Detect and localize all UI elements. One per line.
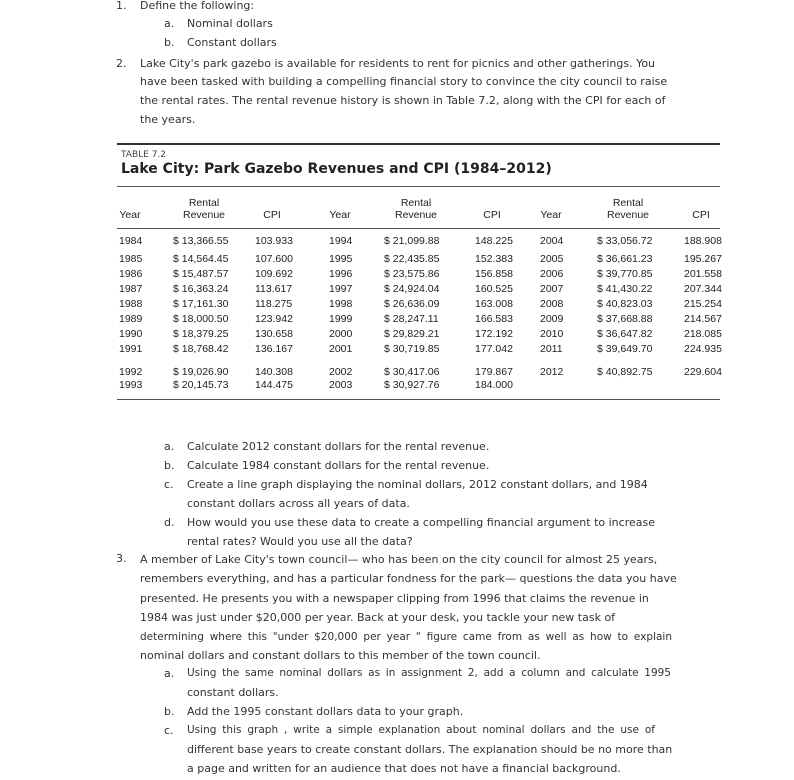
header-rental: Rental: [400, 197, 432, 209]
item-text: Calculate 2012 constant dollars for the rental revenue.: [187, 440, 490, 453]
cell-cpi: 140.308: [255, 366, 293, 378]
cell-year: 1995: [329, 253, 353, 265]
cell-year: 1997: [329, 283, 353, 295]
cell-revenue: $ 23,575.86: [384, 268, 440, 280]
cell-year: 1994: [329, 235, 353, 247]
cell-year: 1992: [119, 366, 143, 378]
cell-revenue: $ 24,924.04: [384, 283, 440, 295]
cell-year: 1984: [119, 235, 143, 247]
cell-cpi: 201.558: [684, 268, 722, 280]
cell-year: 1989: [119, 313, 143, 325]
cell-cpi: 184.000: [475, 379, 513, 391]
item-letter: b.: [164, 705, 175, 718]
question-line: determining where this "under $20,000 per year " figure came from as well as how to explain: [140, 631, 672, 643]
header-cpi: CPI: [692, 209, 710, 221]
cell-revenue: $ 19,026.90: [173, 366, 229, 378]
cell-revenue: $ 40,892.75: [597, 366, 653, 378]
item-text: Constant dollars: [187, 36, 277, 49]
cell-cpi: 177.042: [475, 343, 513, 355]
cell-year: 2001: [329, 343, 353, 355]
cell-cpi: 195.267: [684, 253, 722, 265]
cell-year: 2011: [540, 343, 563, 355]
cell-year: 2008: [540, 298, 564, 310]
question-line: presented. He presents you with a newspaper clipping from 1996 that claims the revenue in: [140, 592, 649, 605]
item-letter: c.: [164, 478, 174, 491]
header-cpi: CPI: [483, 209, 501, 221]
cell-year: 2010: [540, 328, 564, 340]
item-text: different base years to create constant dollars. The explanation should be no more than: [187, 743, 673, 756]
cell-year: 1998: [329, 298, 353, 310]
item-text: Calculate 1984 constant dollars for the rental revenue.: [187, 459, 490, 472]
cell-cpi: 156.858: [475, 268, 513, 280]
cell-revenue: $ 28,247.11: [384, 313, 439, 325]
question-line: A member of Lake City's town council— who has been on the city council for almost 25 years,: [140, 553, 658, 566]
cell-cpi: 179.867: [475, 366, 513, 378]
cell-revenue: $ 17,161.30: [173, 298, 229, 310]
header-revenue: Revenue: [182, 209, 226, 221]
cell-cpi: 123.942: [255, 313, 293, 325]
cell-cpi: 148.225: [475, 235, 513, 247]
cell-cpi: 207.344: [684, 283, 722, 295]
cell-revenue: $ 20,145.73: [173, 379, 229, 391]
question-number: 3.: [116, 552, 127, 565]
cell-cpi: 113.617: [255, 283, 293, 295]
cell-year: 2005: [540, 253, 564, 265]
cell-cpi: 224.935: [684, 343, 722, 355]
cell-revenue: $ 14,564.45: [173, 253, 229, 265]
item-letter: b.: [164, 36, 175, 49]
item-letter: c.: [164, 724, 174, 737]
cell-revenue: $ 21,099.88: [384, 235, 440, 247]
header-rental: Rental: [188, 197, 220, 209]
item-letter: a.: [164, 667, 175, 680]
question-line: remembers everything, and has a particular fondness for the park— questions the data you have: [140, 572, 677, 585]
cell-year: 1990: [119, 328, 143, 340]
cell-year: 1988: [119, 298, 143, 310]
item-letter: b.: [164, 459, 175, 472]
header-cpi: CPI: [263, 209, 281, 221]
cell-cpi: 144.475: [255, 379, 293, 391]
cell-year: 2007: [540, 283, 564, 295]
cell-revenue: $ 30,927.76: [384, 379, 440, 391]
item-text: constant dollars.: [187, 686, 279, 699]
cell-revenue: $ 18,379.25: [173, 328, 229, 340]
question-number: 2.: [116, 57, 127, 70]
cell-cpi: 215.254: [684, 298, 722, 310]
cell-cpi: 152.383: [475, 253, 513, 265]
header-year: Year: [540, 209, 562, 221]
cell-year: 2012: [540, 366, 564, 378]
cell-year: 2009: [540, 313, 564, 325]
cell-year: 2003: [329, 379, 353, 391]
cell-year: 1996: [329, 268, 353, 280]
cell-revenue: $ 15,487.57: [173, 268, 229, 280]
cell-cpi: 130.658: [255, 328, 293, 340]
item-text: constant dollars across all years of data.: [187, 497, 410, 510]
question-text: Define the following:: [140, 0, 255, 12]
question-line: 1984 was just under $20,000 per year. Back at your desk, you tackle your new task of: [140, 611, 616, 624]
question-line: the years.: [140, 113, 196, 126]
cell-revenue: $ 37,668.88: [597, 313, 653, 325]
cell-revenue: $ 18,000.50: [173, 313, 229, 325]
cell-cpi: 160.525: [475, 283, 513, 295]
cell-cpi: 166.583: [475, 313, 513, 325]
cell-year: 2004: [540, 235, 564, 247]
cell-revenue: $ 39,649.70: [597, 343, 653, 355]
table-bottom-rule: [117, 399, 720, 400]
cell-revenue: $ 29,829.21: [384, 328, 440, 340]
cell-cpi: 218.085: [684, 328, 722, 340]
item-text: Using this graph , write a simple explanation about nominal dollars and the use of: [187, 724, 655, 736]
cell-cpi: 109.692: [255, 268, 293, 280]
table-title: Lake City: Park Gazebo Revenues and CPI (1984–2012): [121, 161, 552, 177]
cell-revenue: $ 16,363.24: [173, 283, 229, 295]
question-line: have been tasked with building a compelling financial story to convince the city council to raise: [140, 75, 668, 88]
header-revenue: Revenue: [606, 209, 650, 221]
cell-year: 1987: [119, 283, 143, 295]
table-top-rule: [117, 143, 720, 145]
cell-year: 1999: [329, 313, 353, 325]
header-revenue: Revenue: [394, 209, 438, 221]
header-rental: Rental: [612, 197, 644, 209]
item-text: a page and written for an audience that does not have a financial background.: [187, 762, 621, 775]
table-label: TABLE 7.2: [121, 150, 167, 160]
cell-cpi: 107.600: [255, 253, 293, 265]
cell-revenue: $ 36,661.23: [597, 253, 653, 265]
cell-revenue: $ 36,647.82: [597, 328, 653, 340]
item-text: Create a line graph displaying the nominal dollars, 2012 constant dollars, and 1984: [187, 478, 648, 491]
cell-cpi: 172.192: [475, 328, 513, 340]
item-letter: d.: [164, 516, 175, 529]
cell-year: 2000: [329, 328, 353, 340]
item-text: How would you use these data to create a compelling financial argument to increase: [187, 516, 655, 529]
cell-cpi: 214.567: [684, 313, 722, 325]
cell-revenue: $ 30,417.06: [384, 366, 440, 378]
cell-year: 1993: [119, 379, 143, 391]
question-number: 1.: [116, 0, 127, 12]
cell-cpi: 188.908: [684, 235, 722, 247]
cell-revenue: $ 40,823.03: [597, 298, 653, 310]
item-text: Using the same nominal dollars as in assignment 2, add a column and calculate 1995: [187, 667, 671, 679]
table-header-top-rule: [117, 186, 720, 187]
item-text: Add the 1995 constant dollars data to your graph.: [187, 705, 464, 718]
cell-cpi: 103.933: [255, 235, 293, 247]
item-text: Nominal dollars: [187, 17, 273, 30]
item-letter: a.: [164, 17, 175, 30]
cell-year: 2002: [329, 366, 353, 378]
item-text: rental rates? Would you use all the data?: [187, 535, 413, 548]
cell-revenue: $ 26,636.09: [384, 298, 440, 310]
cell-cpi: 136.167: [255, 343, 293, 355]
cell-revenue: $ 41,430.22: [597, 283, 653, 295]
cell-year: 1991: [119, 343, 143, 355]
question-line: the rental rates. The rental revenue history is shown in Table 7.2, along with the CPI for each of: [140, 94, 666, 107]
cell-year: 1986: [119, 268, 143, 280]
cell-year: 2006: [540, 268, 564, 280]
cell-revenue: $ 13,366.55: [173, 235, 229, 247]
cell-revenue: $ 39,770.85: [597, 268, 653, 280]
cell-cpi: 163.008: [475, 298, 513, 310]
header-year: Year: [119, 209, 141, 221]
cell-cpi: 229.604: [684, 366, 722, 378]
cell-year: 1985: [119, 253, 143, 265]
question-line: Lake City's park gazebo is available for residents to rent for picnics and other gatherings. You: [140, 57, 656, 70]
item-letter: a.: [164, 440, 175, 453]
cell-revenue: $ 30,719.85: [384, 343, 440, 355]
cell-revenue: $ 22,435.85: [384, 253, 440, 265]
cell-cpi: 118.275: [255, 298, 293, 310]
question-line: nominal dollars and constant dollars to this member of the town council.: [140, 649, 541, 662]
cell-revenue: $ 18,768.42: [173, 343, 229, 355]
cell-revenue: $ 33,056.72: [597, 235, 653, 247]
header-year: Year: [329, 209, 351, 221]
table-header-bottom-rule: [117, 228, 720, 229]
